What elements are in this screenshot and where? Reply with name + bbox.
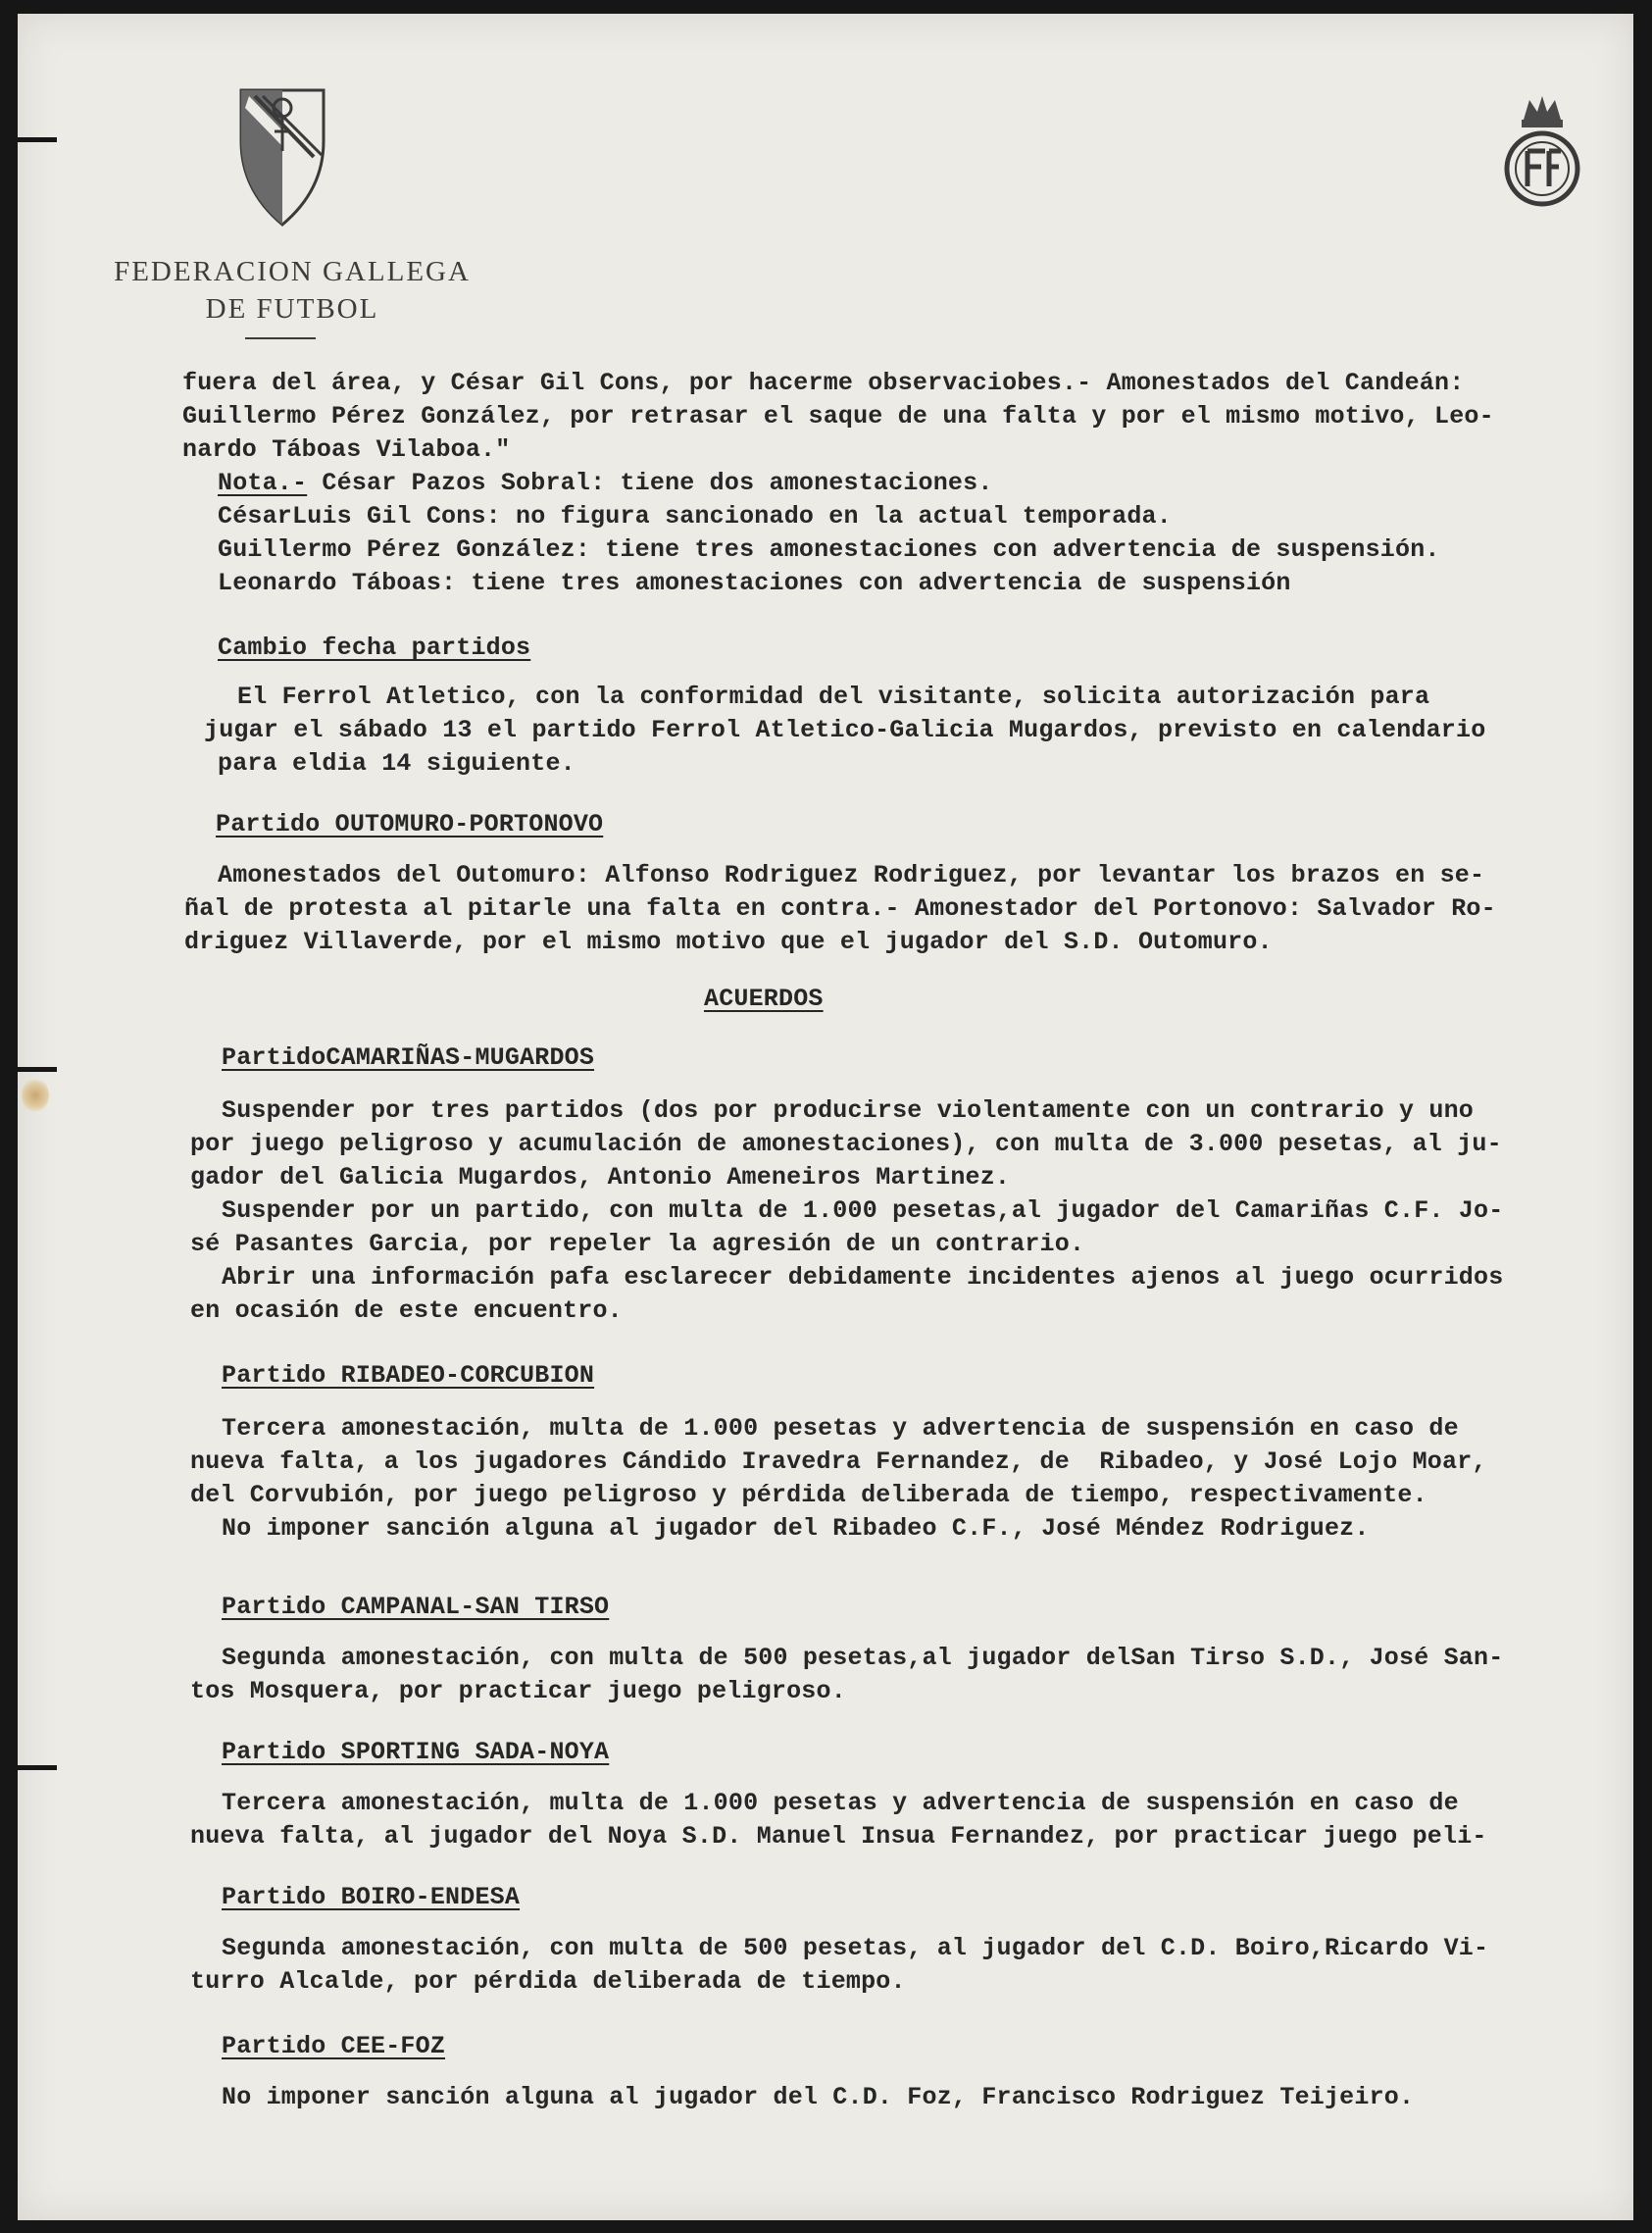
text-line: Suspender por un partido, con multa de 1.000 pesetas,al jugador del Camariñas C.F. Jo- [222, 1196, 1504, 1225]
margin-mark [18, 1067, 57, 1072]
section-heading: Partido RIBADEO-CORCUBION [222, 1361, 595, 1390]
note-line [218, 469, 993, 498]
text-line: por juego peligroso y acumulación de amonestaciones), con multa de 3.000 pesetas, al ju- [190, 1130, 1502, 1158]
organization-name [86, 253, 498, 328]
text-line: No imponer sanción alguna al jugador del C.D. Foz, Francisco Rodriguez Teijeiro. [222, 2083, 1415, 2111]
text-line: Guillermo Pérez González: tiene tres amonestaciones con advertencia de suspensión. [218, 535, 1440, 564]
section-heading: Partido SPORTING SADA-NOYA [222, 1738, 610, 1766]
text-line: Tercera amonestación, multa de 1.000 pesetas y advertencia de suspensión en caso de [222, 1789, 1459, 1817]
section-heading: PartidoCAMARIÑAS-MUGARDOS [222, 1043, 595, 1072]
text-line: ñal de protesta al pitarle una falta en contra.- Amonestador del Portonovo: Salvador Ro- [184, 894, 1496, 923]
section-heading: Partido CEE-FOZ [222, 2032, 446, 2060]
text-line: fuera del área, y César Gil Cons, por hacerme observaciobes.- Amonestados del Candeán: [182, 369, 1465, 397]
text-line: CésarLuis Gil Cons: no figura sancionado en la actual temporada. [218, 502, 1172, 531]
org-line-1: FEDERACION GALLEGA [114, 256, 471, 287]
text-line: Segunda amonestación, con multa de 500 pesetas, al jugador del C.D. Boiro,Ricardo Vi- [222, 1934, 1489, 1962]
text-line: nardo Táboas Vilaboa." [182, 435, 511, 464]
section-heading: Cambio fecha partidos [218, 634, 531, 662]
org-line-2: DE FUTBOL [205, 293, 379, 325]
text-line: No imponer sanción alguna al jugador del Ribadeo C.F., José Méndez Rodriguez. [222, 1514, 1370, 1543]
text-line: jugar el sábado 13 el partido Ferrol Atletico-Galicia Mugardos, previsto en calendario [204, 716, 1486, 744]
section-heading: ACUERDOS [704, 985, 824, 1013]
text-line: tos Mosquera, por practicar juego peligroso. [190, 1677, 846, 1705]
text-line: Leonardo Táboas: tiene tres amonestaciones con advertencia de suspensión [218, 569, 1291, 597]
note-text: César Pazos Sobral: tiene dos amonestaciones. [307, 469, 993, 497]
text-line: driguez Villaverde, por el mismo motivo que el jugador del S.D. Outomuro. [184, 928, 1273, 956]
document-page [18, 14, 1633, 2220]
text-line: nueva falta, a los jugadores Cándido Iravedra Fernandez, de Ribadeo, y José Lojo Moar, [190, 1447, 1487, 1476]
text-line: turro Alcalde, por pérdida deliberada de tiempo. [190, 1967, 906, 1996]
text-line: en ocasión de este encuentro. [190, 1296, 623, 1325]
note-label: Nota.- [218, 469, 308, 497]
text-line: nueva falta, al jugador del Noya S.D. Manuel Insua Fernandez, por practicar juego peli- [190, 1822, 1487, 1851]
text-line: Segunda amonestación, con multa de 500 pesetas,al jugador delSan Tirso S.D., José San- [222, 1644, 1504, 1672]
section-heading: Partido BOIRO-ENDESA [222, 1883, 521, 1911]
crowned-rfef-emblem-icon [1500, 90, 1584, 216]
text-line: gador del Galicia Mugardos, Antonio Ameneiros Martinez. [190, 1163, 1011, 1192]
section-heading: Partido CAMPANAL-SAN TIRSO [222, 1593, 610, 1621]
margin-mark [18, 137, 57, 142]
org-divider [245, 337, 316, 339]
text-line: sé Pasantes Garcia, por repeler la agresión de un contrario. [190, 1230, 1085, 1258]
text-line: para eldia 14 siguiente. [218, 749, 576, 778]
text-line: Suspender por tres partidos (dos por producirse violentamente con un contrario y uno [222, 1096, 1475, 1125]
margin-mark [18, 1765, 57, 1770]
paper-stain [22, 1078, 49, 1113]
text-line: del Corvubión, por juego peligroso y pérdida deliberada de tiempo, respectivamente. [190, 1481, 1427, 1509]
federation-shield-icon [235, 82, 329, 229]
text-line: Amonestados del Outomuro: Alfonso Rodriguez Rodriguez, por levantar los brazos en se- [218, 861, 1485, 889]
text-line: Guillermo Pérez González, por retrasar el saque de una falta y por el mismo motivo, Leo- [182, 402, 1494, 431]
text-line: Abrir una información pafa esclarecer debidamente incidentes ajenos al juego ocurridos [222, 1263, 1504, 1292]
text-line: Tercera amonestación, multa de 1.000 pesetas y advertencia de suspensión en caso de [222, 1414, 1459, 1443]
text-line: El Ferrol Atletico, con la conformidad del visitante, solicita autorización para [237, 683, 1430, 711]
section-heading: Partido OUTOMURO-PORTONOVO [216, 810, 604, 838]
